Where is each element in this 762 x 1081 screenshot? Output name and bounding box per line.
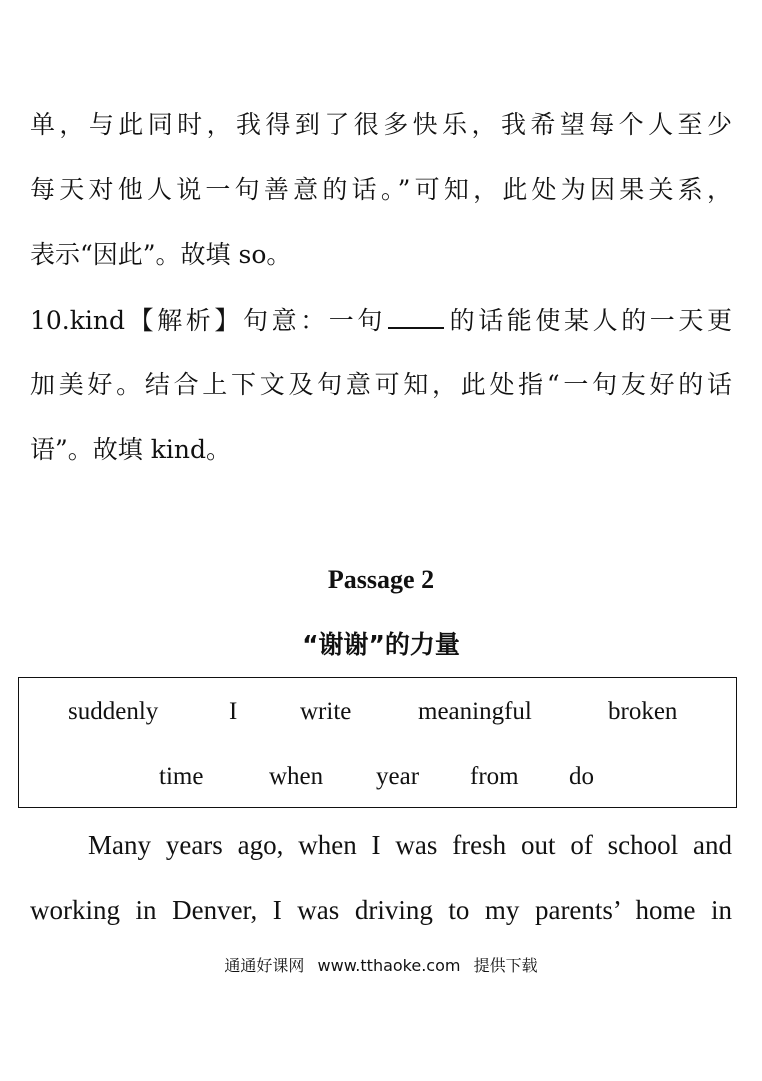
story-line: working in Denver, I was driving to my parents’ home in	[30, 895, 732, 925]
paragraph-line: 加美好。结合上下文及句意可知，此处指“一句友好的话	[30, 370, 732, 399]
word-bank-item: when	[269, 763, 324, 790]
answer-text: 10.kind【解析】句意：一句	[30, 306, 386, 335]
word-bank-item: year	[376, 763, 420, 790]
passage-subtitle: “谢谢”的力量	[302, 630, 460, 659]
word-bank-item: broken	[608, 698, 678, 725]
word-bank	[18, 677, 737, 808]
paragraph-line: 语”。故填 kind。	[30, 435, 231, 464]
paragraph-line: 单，与此同时，我得到了很多快乐，我希望每个人至少	[30, 110, 732, 139]
footer-site-name: 通通好课网	[224, 956, 305, 975]
footer-note: 提供下载	[473, 956, 538, 975]
paragraph-line: 每天对他人说一句善意的话。”可知，此处为因果关系，	[30, 175, 732, 204]
word-bank-item: suddenly	[68, 698, 159, 725]
word-bank-item: do	[569, 763, 594, 790]
page-footer	[0, 955, 762, 977]
answer-item-10	[30, 303, 732, 338]
word-bank-item: time	[159, 763, 204, 790]
word-bank-item: meaningful	[418, 698, 532, 725]
story-line: Many years ago, when I was fresh out of school and	[88, 830, 732, 860]
word-bank-item: I	[229, 698, 238, 725]
footer-url[interactable]: www.tthaoke.com	[317, 956, 461, 975]
paragraph-line: 表示“因此”。故填 so。	[30, 240, 292, 269]
passage-heading: Passage 2	[327, 565, 435, 594]
word-bank-item: write	[300, 698, 352, 725]
answer-text: 的话能使某人的一天更	[446, 306, 732, 335]
blank-line	[388, 303, 444, 329]
word-bank-item: from	[470, 763, 519, 790]
